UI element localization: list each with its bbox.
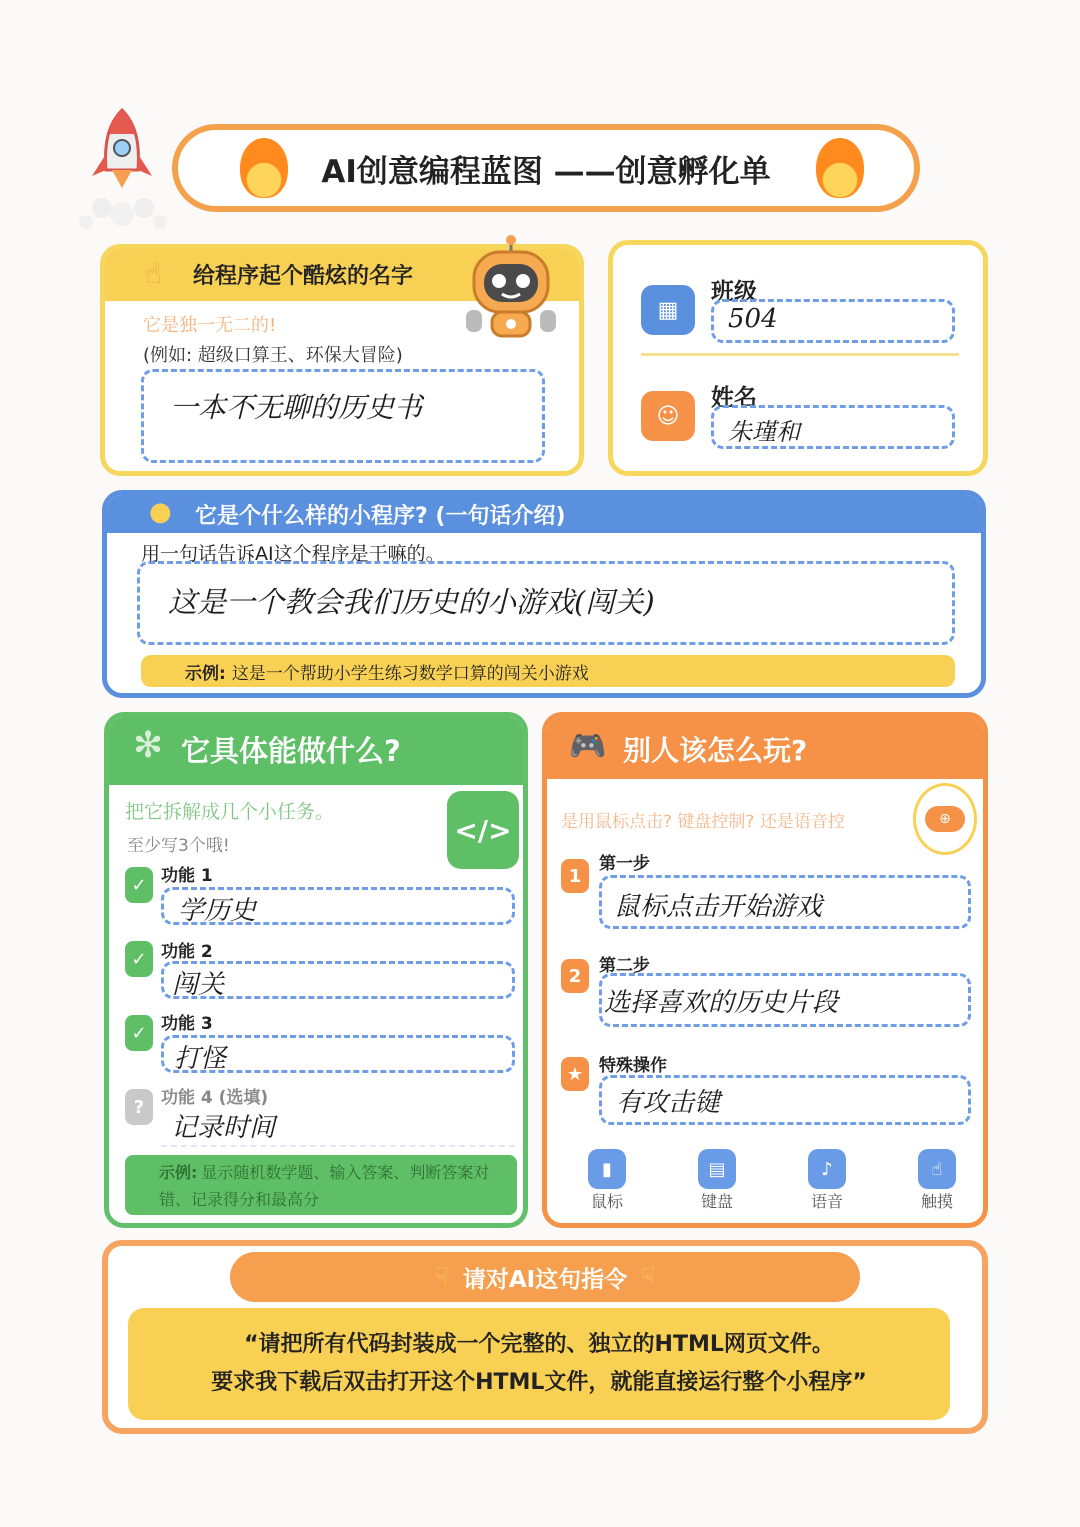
flame-icon [816,138,864,198]
program-name-answer: 一本不无聊的历史书 [170,391,423,424]
control-mouse[interactable] [577,1149,637,1219]
optional-icon[interactable]: ? [125,1089,153,1125]
control-label: 触摸 [920,1192,953,1211]
features-card [104,712,528,1228]
step-number: 2 [561,959,589,993]
feature-value: 打怪 [174,1044,227,1074]
program-name-field[interactable] [141,369,545,463]
gear-icon: ✻ [133,725,164,766]
control-touch[interactable] [907,1149,967,1219]
how-to-play-prompt: 是用鼠标点击? 键盘控制? 还是语音控 [561,812,845,832]
step-field[interactable] [599,1075,971,1125]
feature-label: 功能 2 [161,942,213,962]
features-prompt: 把它拆解成几个小任务。 [125,801,335,823]
feature-value: 记录时间 [171,1113,276,1143]
program-intro-example [141,655,955,687]
feature-field[interactable] [161,1107,515,1147]
instruction-quote [128,1308,950,1420]
program-intro-answer: 这是一个教会我们历史的小游戏(闯关) [168,585,655,619]
step-value: 有攻击键 [616,1088,721,1118]
step-value: 选择喜欢的历史片段 [604,988,839,1018]
example-text: 这是一个帮助小学生练习数学口算的闯关小游戏 [231,663,589,684]
program-name-example: (例如: 超级口算王、环保大冒险) [143,345,403,366]
feature-label: 功能 4 (选填) [161,1088,269,1108]
program-intro-card [102,490,986,698]
mouse-icon: ▮ [588,1149,626,1189]
control-keyboard[interactable] [687,1149,747,1219]
keyboard-icon: ▤ [698,1149,736,1189]
feature-field[interactable] [161,961,515,999]
program-intro-prompt: 用一句话告诉AI这个程序是干嘛的。 [141,543,445,565]
feature-value: 学历史 [178,896,257,926]
step-label: 特殊操作 [599,1056,667,1076]
step-label: 第二步 [599,956,650,976]
feature-value: 闯关 [172,970,225,1000]
step-value: 鼠标点击开始游戏 [614,892,823,922]
rocket-icon [72,104,172,234]
pointing-down-icon: ☟ [641,1264,656,1290]
example-label: 示例: [185,663,226,684]
example-text: 显示随机数学题、输入答案、判断答案对错、记录得分和最高分 [159,1163,490,1209]
features-heading: 它具体能做什么? [181,734,401,768]
name-label: 姓名 [711,385,757,411]
control-label: 鼠标 [590,1192,623,1211]
step-number: 1 [561,859,589,893]
control-voice[interactable] [797,1149,857,1219]
control-label: 键盘 [700,1192,733,1211]
features-note: 至少写3个哦! [127,836,230,856]
feature-label: 功能 3 [161,1014,213,1034]
robot-icon [456,234,566,344]
controller-badge-icon: ⊕ [913,783,977,855]
lightbulb-icon: ● [149,497,172,527]
program-name-subtitle: 它是独一无二的! [143,315,277,336]
page-title: AI创意编程蓝图 ——创意孵化单 [321,153,771,190]
instruction-line: “请把所有代码封装成一个完整的、独立的HTML网页文件。 [244,1332,834,1357]
code-icon: </> [447,791,519,869]
star-icon: ★ [561,1057,589,1091]
instruction-heading: 请对AI这句指令 [462,1266,628,1293]
check-icon[interactable]: ✓ [125,1015,153,1051]
control-label: 语音 [810,1192,843,1211]
check-icon[interactable]: ✓ [125,867,153,903]
program-intro-field[interactable] [137,561,955,645]
check-icon[interactable]: ✓ [125,941,153,977]
step-label: 第一步 [599,854,650,874]
instruction-line: 要求我下载后双击打开这个HTML文件，就能直接运行整个小程序” [211,1370,867,1395]
title-bar [172,124,920,212]
control-options [577,1149,967,1219]
pointing-down-icon: ☟ [434,1264,449,1290]
feature-field[interactable] [161,887,515,925]
feature-field[interactable] [161,1035,515,1073]
step-field[interactable] [599,875,971,929]
class-label: 班级 [711,279,757,305]
feature-label: 功能 1 [161,866,213,886]
how-to-play-heading: 别人该怎么玩? [623,734,808,767]
name-field[interactable] [711,405,955,449]
example-label: 示例: [159,1163,198,1182]
program-intro-heading: 它是个什么样的小程序? (一句话介绍) [195,504,566,529]
person-icon: ☺ [641,391,695,441]
school-icon: ▦ [641,285,695,335]
instruction-heading-pill [230,1252,860,1302]
how-to-play-card [542,712,988,1228]
divider [641,353,959,356]
student-info-card [608,240,988,476]
class-value: 504 [728,304,778,334]
touch-icon: ☝ [918,1149,956,1189]
features-example [125,1155,517,1215]
program-name-heading: 给程序起个酷炫的名字 [193,264,414,289]
pointing-hand-icon: ☝ [145,257,163,290]
name-value: 朱瑾和 [728,418,800,446]
class-field[interactable] [711,299,955,343]
step-field[interactable] [599,973,971,1027]
microphone-icon: ♪ [808,1149,846,1189]
gamepad-icon: 🎮 [569,729,607,764]
